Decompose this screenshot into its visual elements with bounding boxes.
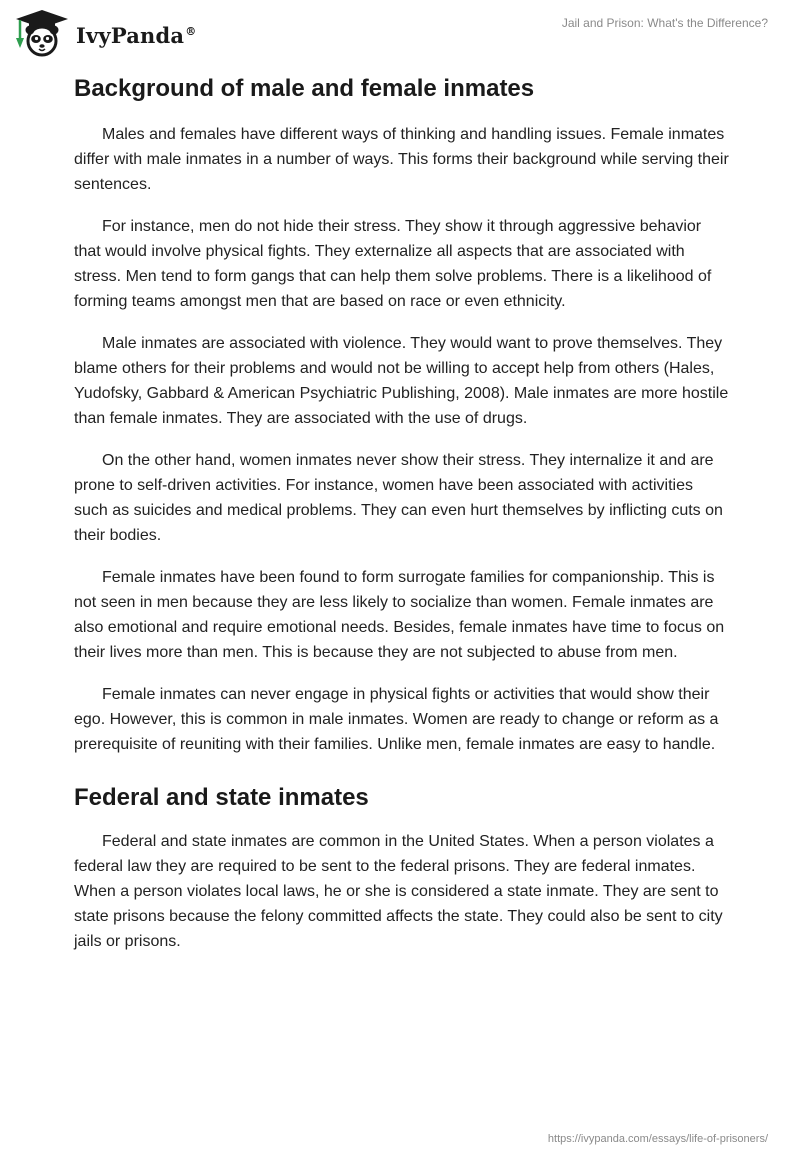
paragraph: On the other hand, women inmates never show their stress. They internalize it and are prone to self-driven activities. For instance, women have been associated with activities such as suicides and medical problems. They can even hurt themselves by inflicting cuts on their bodies. — [74, 452, 723, 544]
registered-mark: ® — [185, 24, 197, 38]
section-heading: Federal and state inmates — [74, 784, 369, 811]
paragraph: Female inmates have been found to form surrogate families for companionship. This is not seen in men because they are less likely to socialize than women. Female inmates are also emotional and require emotional needs. Besides, female inmates have time to focus on their lives more than men. This is because they are not subjected to abuse from men. — [74, 569, 725, 661]
ivypanda-logo[interactable] — [14, 8, 196, 58]
source-url[interactable]: https://ivypanda.com/essays/life-of-prisoners/ — [547, 1133, 768, 1145]
paragraph: Males and females have different ways of thinking and handling issues. Female inmates differ with male inmates in a number of ways. This forms their background while serving their sentences. — [74, 126, 729, 193]
paragraph: Federal and state inmates are common in the United States. When a person violates a federal law they are required to be sent to the federal prisons. They are federal inmates. When a person violates local laws, he or she is considered a state inmate. They are sent to state prisons because the felony committed affects the state. They could also be sent to city jails or prisons. — [74, 833, 723, 950]
essay-body — [74, 70, 730, 971]
page-header — [0, 0, 800, 70]
paragraph: For instance, men do not hide their stress. They show it through aggressive behavior that would involve physical fights. They externalize all aspects that are associated with stress. Men tend to form gangs that can help them solve problems. There is a likelihood of forming teams amongst men that are based on race or even ethnicity. — [74, 218, 712, 310]
brand-name: IvyPanda® — [76, 22, 197, 48]
paragraph: Male inmates are associated with violence. They would want to prove themselves. They blame others for their problems and would not be willing to accept help from others (Hales, Yudofsky, Gabbard & American Psychiatric Publishing, 2008). Male inmates are more hostile than female inmates. They are associated with the use of drugs. — [74, 335, 729, 427]
paragraph: Female inmates can never engage in physical fights or activities that would show their ego. However, this is common in male inmates. Women are ready to change or reform as a prerequisite of reuniting with their families. Unlike men, female inmates are easy to handle. — [74, 686, 719, 753]
section-heading: Background of male and female inmates — [74, 75, 535, 102]
panda-graduate-icon — [14, 8, 70, 58]
document-title: Jail and Prison: What's the Difference? — [561, 16, 768, 30]
